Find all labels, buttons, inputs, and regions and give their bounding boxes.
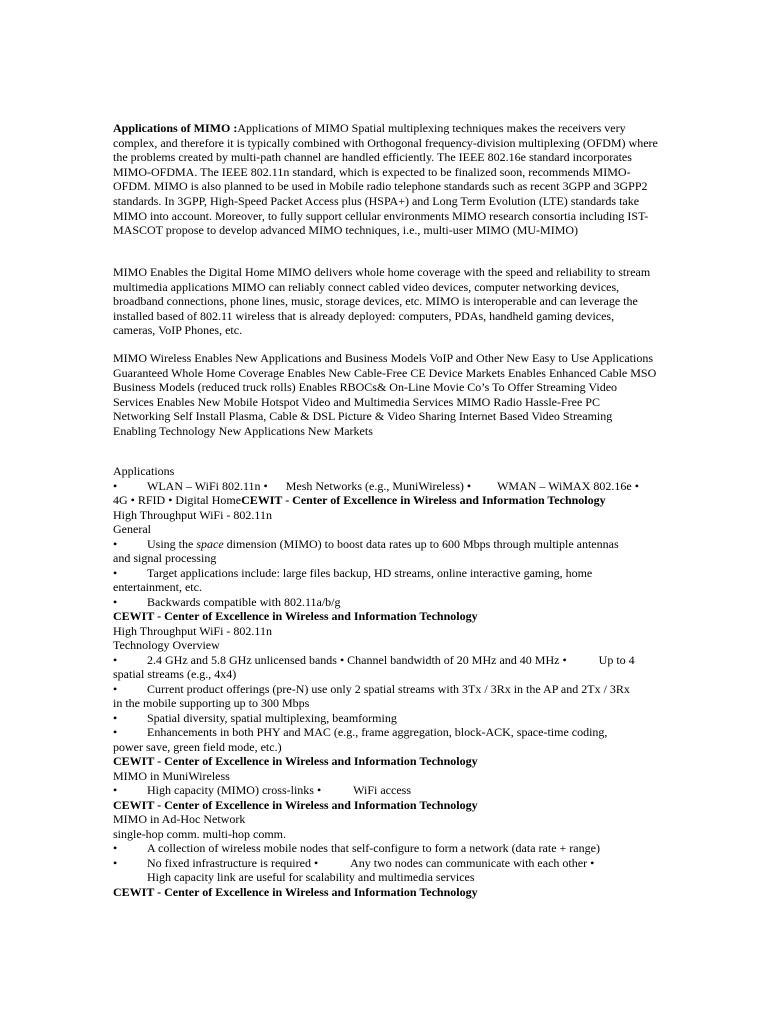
section-title-high-throughput: High Throughput WiFi - 802.11n (113, 508, 272, 522)
bullet-mark: • (113, 841, 118, 855)
list-item (113, 841, 693, 855)
cewit-heading: CEWIT - Center of Excellence in Wireless and Information Technology (241, 493, 606, 507)
list-item (113, 682, 693, 696)
paragraph-body: Applications of MIMO Spatial multiplexing techniques makes the receivers very complex, and therefore it is typically combined with Orthogonal frequency-division multiplexing (OFDM) where the problems created by multi-path channel are handled efficiently. The IEEE 802.16e standard incorporates MIMO-OFDMA. The IEEE 802.11n standard, which is expected to be finalized soon, recommends MIMO-OFDM. MIMO is also planned to be used in Mobile radio telephone standards such as recent 3GPP and 3GPP2 standards. In 3GPP, High-Speed Packet Access plus (HSPA+) and Long Term Evolution (LTE) standards take MIMO into account. Moreover, to fully support cellular environments MIMO research consortia including IST-MASCOT propose to develop advanced MIMO techniques, i.e., multi-user MIMO (MU-MIMO) (113, 121, 658, 238)
bullet-mark: • (113, 566, 118, 580)
paragraph-applications-of-mimo (113, 121, 658, 238)
list-item-text: Up to 4 (598, 653, 635, 667)
list-item-text: 2.4 GHz and 5.8 GHz unlicensed bands • Channel bandwidth of 20 MHz and 40 MHz • (147, 653, 567, 667)
applications-item-4g: 4G • RFID • Digital Home (113, 493, 242, 507)
bullet-mark: • (113, 682, 118, 696)
bullet-mark: • (113, 595, 118, 609)
list-item-text: Any two nodes can communicate with each other • (350, 856, 595, 870)
bullet-mark: • (113, 537, 118, 551)
cewit-heading: CEWIT - Center of Excellence in Wireless and Information Technology (113, 609, 478, 623)
list-item-text: Enhancements in both PHY and MAC (e.g., frame aggregation, block-ACK, space-time coding, (147, 725, 608, 739)
subsection-title-technology-overview: Technology Overview (113, 638, 220, 652)
emphasis-text: space (196, 537, 224, 551)
bullet-mark: • (113, 856, 118, 870)
bullet-mark: • (113, 783, 118, 797)
list-item-text: No fixed infrastructure is required • (147, 856, 319, 870)
list-item (113, 856, 693, 870)
bullet-mark: • (113, 711, 118, 725)
bullet-mark: • (113, 653, 118, 667)
list-item-text: WiFi access (353, 783, 412, 797)
paragraph-new-applications: MIMO Wireless Enables New Applications and Business Models VoIP and Other New Easy to Use Applications Guaranteed Whole Home Coverage Enables New Cable-Free CE Device Markets Enables Enhanced Cable MSO Business Models (reduced truck rolls) Enables RBOCs& On-Line Movie Co’s To Offer Streaming Video Services Enables New Mobile Hotspot Video and Multimedia Services MIMO Radio Hassle-Free PC Networking Self Install Plasma, Cable & DSL Picture & Video Sharing Internet Based Video Streaming Enabling Technology New Applications New Markets (113, 351, 657, 438)
section-title-muniwireless: MIMO in MuniWireless (113, 769, 230, 783)
list-item-continuation: power save, green field mode, etc.) (113, 740, 282, 754)
applications-bullet-line-2 (113, 493, 693, 507)
paragraph-digital-home: MIMO Enables the Digital Home MIMO delivers whole home coverage with the speed and reliability to stream multimedia applications MIMO can reliably connect cabled video devices, computer networking devices, broadband connections, phone lines, music, storage devices, etc. MIMO is interoperable and can leverage the installed based of 802.11 wireless that is already deployed: computers, PDAs, handheld gaming devices, cameras, VoIP Phones, etc. (113, 265, 651, 338)
list-item (113, 653, 693, 667)
list-item-continuation: in the mobile supporting up to 300 Mbps (113, 696, 310, 710)
applications-item-mesh: Mesh Networks (e.g., MuniWireless) • (285, 479, 472, 493)
list-item-text: Spatial diversity, spatial multiplexing, beamforming (147, 711, 397, 725)
list-item-continuation: High capacity link are useful for scalability and multimedia services (147, 870, 475, 884)
section-title-high-throughput: High Throughput WiFi - 802.11n (113, 624, 272, 638)
list-item-text: A collection of wireless mobile nodes that self-configure to form a network (data rate + range) (147, 841, 600, 855)
bullet-mark: • (113, 725, 118, 739)
list-item (113, 725, 693, 739)
list-item-text: Using the (147, 537, 197, 551)
cewit-heading: CEWIT - Center of Excellence in Wireless and Information Technology (113, 754, 478, 768)
list-item-text: Backwards compatible with 802.11a/b/g (147, 595, 341, 609)
list-item-text: Target applications include: large files backup, HD streams, online interactive gaming, home (147, 566, 593, 580)
list-item-continuation: and signal processing (113, 551, 217, 565)
list-item (113, 566, 693, 580)
list-item-text: Current product offerings (pre-N) use only 2 spatial streams with 3Tx / 3Rx in the AP and 2Tx / 3Rx (147, 682, 630, 696)
applications-bullet-line (113, 479, 693, 493)
section-title-applications: Applications (113, 464, 175, 478)
applications-item-wman: WMAN – WiMAX 802.16e • (497, 479, 639, 493)
list-item-text: High capacity (MIMO) cross-links • (147, 783, 322, 797)
applications-item-wlan: WLAN – WiFi 802.11n • (147, 479, 268, 493)
list-item (113, 595, 693, 609)
cewit-heading: CEWIT - Center of Excellence in Wireless and Information Technology (113, 798, 478, 812)
hop-caption: single-hop comm. multi-hop comm. (113, 827, 286, 841)
list-item-text: dimension (MIMO) to boost data rates up to 600 Mbps through multiple antennas (223, 537, 619, 551)
section-title-ad-hoc: MIMO in Ad-Hoc Network (113, 812, 246, 826)
bullet-mark: • (113, 479, 118, 493)
list-item-continuation: spatial streams (e.g., 4x4) (113, 667, 237, 681)
list-item (113, 537, 693, 551)
subsection-title-general: General (113, 522, 151, 536)
paragraph-heading: Applications of MIMO : (113, 121, 238, 135)
list-item (113, 711, 693, 725)
list-item (113, 783, 693, 797)
cewit-heading: CEWIT - Center of Excellence in Wireless and Information Technology (113, 885, 478, 899)
list-item-continuation: entertainment, etc. (113, 580, 202, 594)
